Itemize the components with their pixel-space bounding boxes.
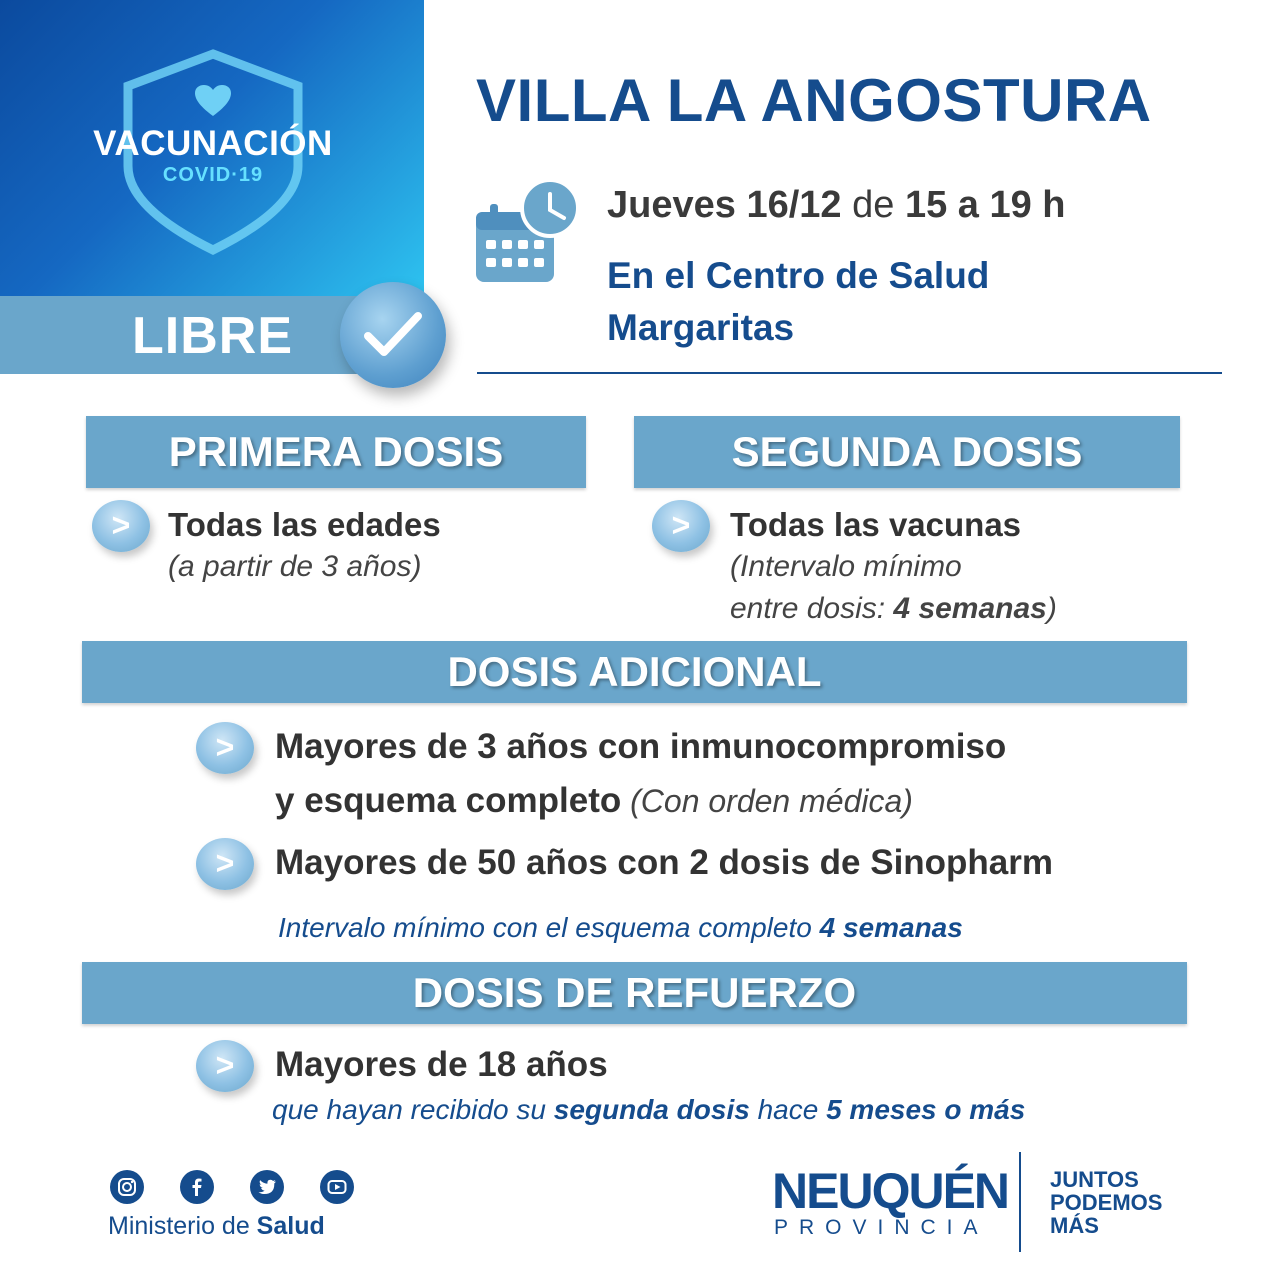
primera-item: Todas las edades <box>168 506 441 543</box>
refuerzo-note: que hayan recibido su segunda dosis hace 5 meses o más <box>272 1094 1026 1125</box>
slogan: JUNTOS PODEMOS MÁS <box>1050 1167 1163 1238</box>
check-icon <box>340 282 446 388</box>
adicional-item2: Mayores de 50 años con 2 dosis de Sinopharm <box>275 843 1054 882</box>
logo-divider <box>1019 1152 1021 1252</box>
date-time: Jueves 16/12 de 15 a 19 h <box>607 184 1066 226</box>
calendar-clock-icon <box>472 178 582 290</box>
arrow-icon: > <box>196 1040 254 1092</box>
refuerzo-item: Mayores de 18 años <box>275 1045 608 1084</box>
badge-subtitle: COVID·19 <box>162 164 264 186</box>
arrow-icon: > <box>196 722 254 774</box>
dosis-refuerzo-heading: DOSIS DE REFUERZO <box>82 962 1187 1024</box>
adicional-interval: Intervalo mínimo con el esquema completo 4 semanas <box>278 912 963 943</box>
heart-icon <box>194 84 232 118</box>
arrow-icon: > <box>196 838 254 890</box>
neuquen-logo: NEUQUÉN <box>772 1163 1009 1219</box>
segunda-item: Todas las vacunas <box>730 506 1022 543</box>
libre-label: LIBRE <box>132 307 293 365</box>
dosis-adicional-heading: DOSIS ADICIONAL <box>82 641 1187 703</box>
provincia-label: PROVINCIA <box>774 1216 989 1239</box>
arrow-icon: > <box>652 500 710 552</box>
youtube-icon[interactable] <box>320 1170 354 1204</box>
badge-title: VACUNACIÓN <box>93 124 333 163</box>
venue: En el Centro de Salud Margaritas <box>607 255 990 348</box>
segunda-note-line2: entre dosis: 4 semanas) <box>730 592 1057 625</box>
adicional-item1-line2: y esquema completo (Con orden médica) <box>275 781 913 820</box>
page-title: VILLA LA ANGOSTURA <box>476 67 1152 134</box>
arrow-icon: > <box>92 500 150 552</box>
ministry-label: Ministerio de Salud <box>108 1212 325 1240</box>
instagram-icon[interactable] <box>110 1170 144 1204</box>
segunda-note-line1: (Intervalo mínimo <box>730 550 962 583</box>
facebook-icon[interactable] <box>180 1170 214 1204</box>
divider <box>477 372 1222 374</box>
primera-dosis-heading: PRIMERA DOSIS <box>86 416 586 488</box>
twitter-icon[interactable] <box>250 1170 284 1204</box>
adicional-item1-line1: Mayores de 3 años con inmunocompromiso <box>275 727 1007 766</box>
primera-note: (a partir de 3 años) <box>168 550 422 583</box>
segunda-dosis-heading: SEGUNDA DOSIS <box>634 416 1180 488</box>
